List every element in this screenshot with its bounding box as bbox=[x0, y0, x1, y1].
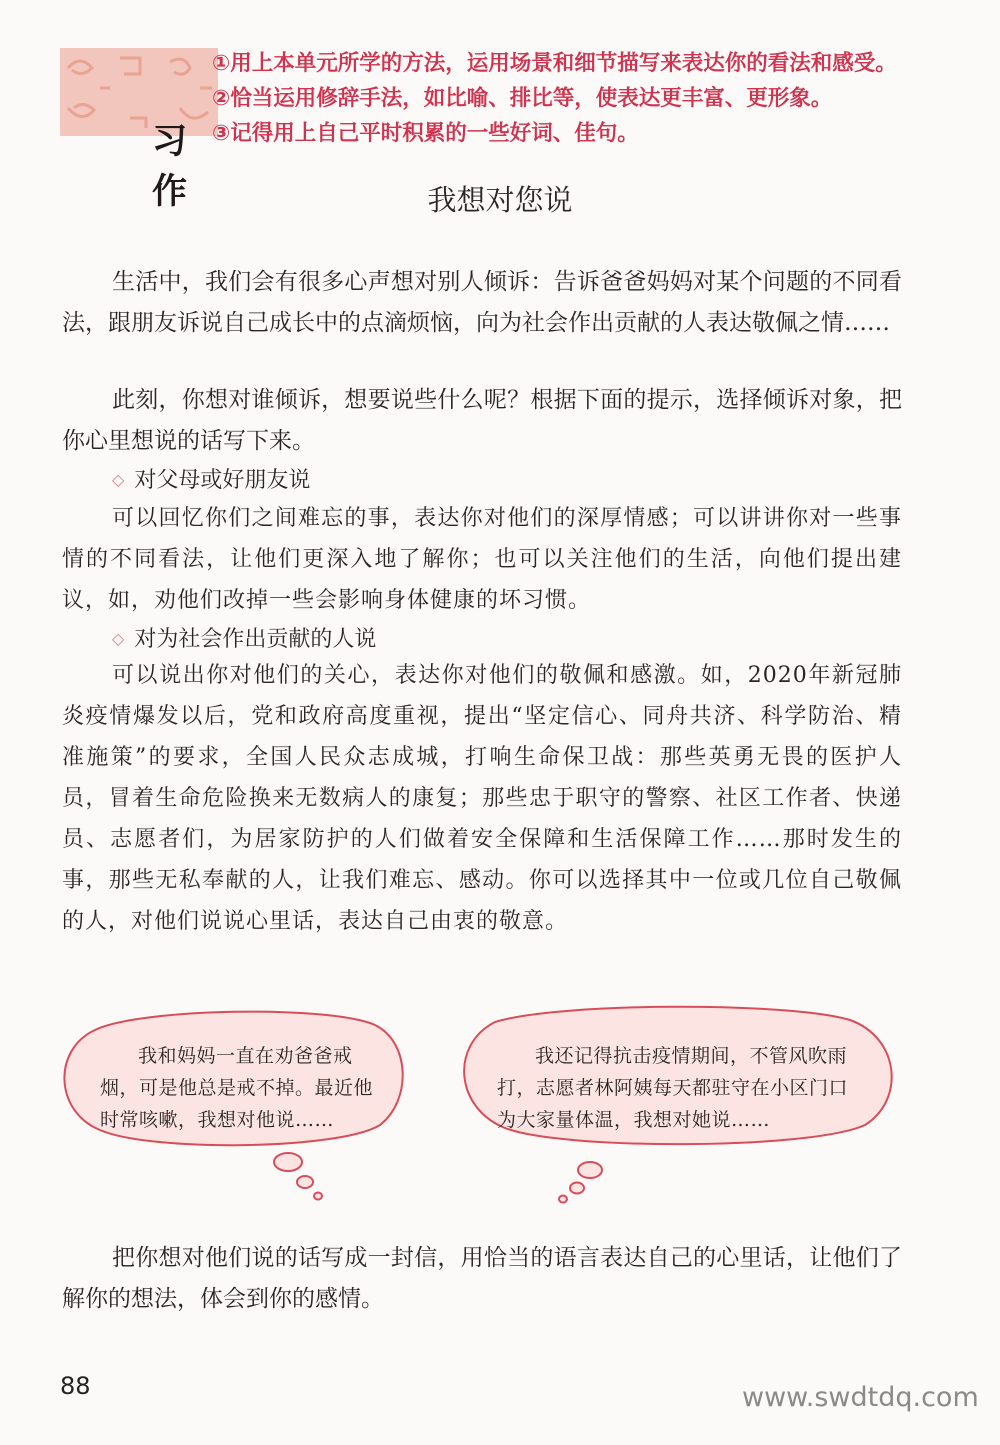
watermark: www.swdtdq.com bbox=[742, 1382, 979, 1413]
bubble-right-dot bbox=[570, 1183, 584, 1194]
bubble-left-dot bbox=[297, 1176, 313, 1188]
page-number: 88 bbox=[60, 1372, 91, 1400]
hint-heading-text: 对为社会作出贡献的人说 bbox=[134, 627, 377, 652]
hint-paragraph: 可以回忆你们之间难忘的事，表达你对他们的深厚情感；可以讲讲你对一些事情的不同看法，让他们更深入地了解你；也可以关注他们的生活，向他们提出建议，如，劝他们改掉一些会影响身体健康的坏习惯。 bbox=[62, 506, 902, 613]
writing-goals bbox=[212, 46, 897, 151]
closing-paragraph: 把你想对他们说的话写成一封信，用恰当的语言表达自己的心里话，让他们了解你的想法，体会到你的感情。 bbox=[62, 1245, 902, 1312]
goal-item: ③记得用上自己平时积累的一些好词、佳句。 bbox=[212, 121, 639, 146]
bubble-right-text: 我还记得抗击疫情期间，不管风吹雨打，志愿者林阿姨每天都驻守在小区门口为大家量体温，我想对她说…… bbox=[497, 1045, 849, 1131]
bubble-left-dot bbox=[274, 1153, 302, 1171]
bubble-left-dot bbox=[314, 1193, 322, 1200]
goal-item: ①用上本单元所学的方法，运用场景和细节描写来表达你的看法和感受。 bbox=[212, 51, 897, 76]
diamond-icon: ◇ bbox=[112, 629, 125, 648]
goal-item: ②恰当运用修辞手法，如比喻、排比等，使表达更丰富、更形象。 bbox=[212, 86, 833, 111]
bubble-right-dot bbox=[578, 1162, 602, 1178]
hint-paragraph: 可以说出你对他们的关心，表达你对他们的敬佩和感激。如，2020年新冠肺炎疫情爆发以后，党和政府高度重视，提出“坚定信心、同舟共济、科学防治、精准施策”的要求，全国人民众志成城，打响生命保卫战：那些英勇无畏的医护人员，冒着生命危险换来无数病人的康复；那些忠于职守的警察、社区工作者、快递员、志愿者们，为居家防护的人们做着安全保障和生活保障工作……那时发生的事，那些无私奉献的人，让我们难忘、感动。你可以选择其中一位或几位自己敬佩的人，对他们说说心里话，表达自己由衷的敬意。 bbox=[62, 663, 902, 934]
hint-heading bbox=[112, 465, 310, 496]
section-badge bbox=[60, 48, 218, 212]
intro-paragraph: 此刻，你想对谁倾诉，想要说些什么呢？根据下面的提示，选择倾诉对象，把你心里想说的话写下来。 bbox=[62, 387, 902, 454]
bubble-left-text: 我和妈妈一直在劝爸爸戒烟，可是他总是戒不掉。最近他时常咳嗽，我想对他说…… bbox=[100, 1045, 374, 1131]
diamond-icon: ◇ bbox=[112, 470, 125, 489]
intro-paragraph: 生活中，我们会有很多心声想对别人倾诉：告诉爸爸妈妈对某个问题的不同看法，跟朋友诉说自己成长中的点滴烦恼，向为社会作出贡献的人表达敬佩之情…… bbox=[62, 269, 902, 336]
badge-label: 习作 bbox=[152, 121, 214, 212]
hint-heading bbox=[112, 624, 376, 655]
hint-heading-text: 对父母或好朋友说 bbox=[134, 468, 311, 493]
bubble-right-dot bbox=[559, 1196, 567, 1203]
page-title: 我想对您说 bbox=[427, 183, 573, 217]
